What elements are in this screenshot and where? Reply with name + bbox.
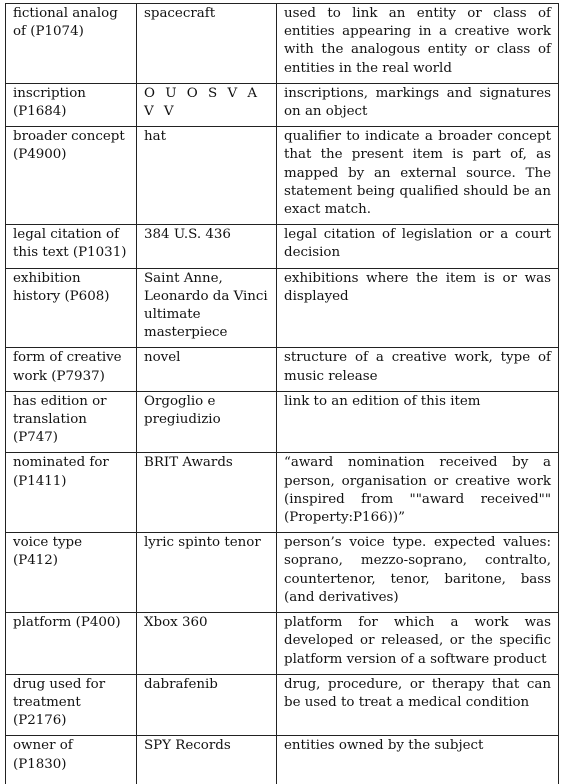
property-cell: nominated for (P1411) [6,453,137,533]
description-cell: legal citation of legislation or a court decision [277,225,559,268]
property-cell: exhibition history (P608) [6,268,137,348]
table-row [6,613,559,675]
value-cell: novel [137,348,277,391]
table-row [6,533,559,613]
property-cell: owner of (P1830) [6,736,137,784]
description-cell: exhibitions where the item is or was displayed [277,268,559,348]
table-row [6,674,559,736]
description-cell: link to an edition of this item [277,391,559,453]
description-cell: person’s voice type. expected values: soprano, mezzo-soprano, contralto, countertenor, tenor, baritone, bass (and derivatives) [277,533,559,613]
table-row [6,453,559,533]
value-cell: 384 U.S. 436 [137,225,277,268]
description-cell: structure of a creative work, type of music release [277,348,559,391]
table-row [6,348,559,391]
value-cell: Orgoglio e pregiudizio [137,391,277,453]
value-cell: Xbox 360 [137,613,277,675]
property-cell: drug used for treatment (P2176) [6,674,137,736]
table-row [6,4,559,84]
value-cell: BRIT Awards [137,453,277,533]
property-cell: platform (P400) [6,613,137,675]
description-cell: entities owned by the subject [277,736,559,784]
table-row [6,268,559,348]
property-table [5,3,559,784]
table-row [6,127,559,225]
value-cell: O U O S V A V V [137,83,277,126]
table-row [6,225,559,268]
description-cell: inscriptions, markings and signatures on an object [277,83,559,126]
property-cell: voice type (P412) [6,533,137,613]
description-cell: drug, procedure, or therapy that can be used to treat a medical condition [277,674,559,736]
value-cell: spacecraft [137,4,277,84]
value-cell: dabrafenib [137,674,277,736]
table-row [6,736,559,784]
description-cell: qualifier to indicate a broader concept that the present item is part of, as mapped by an external source. The statement being qualified should be an exact match. [277,127,559,225]
value-cell: lyric spinto tenor [137,533,277,613]
value-cell: SPY Records [137,736,277,784]
description-cell: platform for which a work was developed or released, or the specific platform version of a software product [277,613,559,675]
description-cell: “award nomination received by a person, organisation or creative work (inspired from ""award received"" (Property:P166))” [277,453,559,533]
value-cell: Saint Anne, Leonardo da Vinci ultimate masterpiece [137,268,277,348]
table-row [6,391,559,453]
table-row [6,83,559,126]
property-cell: legal citation of this text (P1031) [6,225,137,268]
property-cell: form of creative work (P7937) [6,348,137,391]
property-cell: has edition or translation (P747) [6,391,137,453]
description-cell: used to link an entity or class of entities appearing in a creative work with the analogous entity or class of entities in the real world [277,4,559,84]
property-cell: fictional analog of (P1074) [6,4,137,84]
value-cell: hat [137,127,277,225]
property-cell: broader concept (P4900) [6,127,137,225]
property-cell: inscription (P1684) [6,83,137,126]
